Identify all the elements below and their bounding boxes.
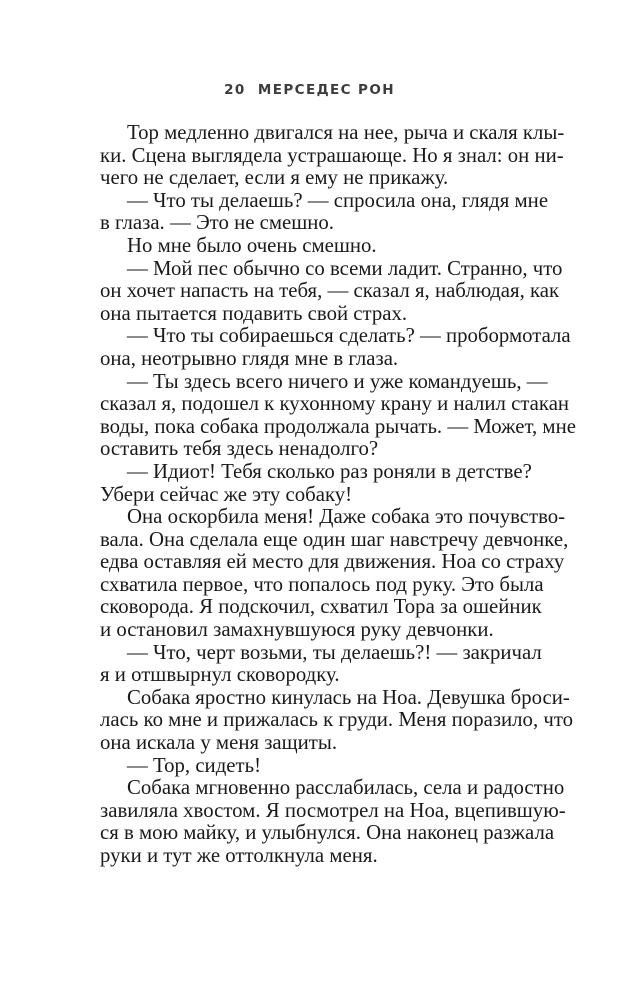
text-line: — Что ты собираешься сделать? — пробормотала <box>127 324 571 348</box>
text-line: Собака мгновенно расслабилась, села и радостно <box>127 776 565 800</box>
text-line: я и отшвырнул сковородку. <box>100 663 340 687</box>
text-line: схватила первое, что попалось под руку. Это была <box>100 572 544 596</box>
text-line: — Тор, сидеть! <box>127 753 262 777</box>
text-line: едва оставляя ей место для движения. Ноа со страху <box>100 550 565 574</box>
text-line: — Что ты делаешь? — спросила она, глядя мне <box>127 188 549 212</box>
text-line: — Идиот! Тебя сколько раз роняли в детстве? <box>127 459 532 483</box>
text-line: ки. Сцена выглядела устрашающе. Но я знал: он ни- <box>100 143 564 167</box>
text-line: Тор медленно двигался на нее, рыча и скаля клы- <box>127 121 565 144</box>
text-line: вала. Она сделала еще один шаг навстречу девчонке, <box>100 527 569 551</box>
text-line: она пытается подавить свой страх. <box>100 301 408 325</box>
text-line: — Что, черт возьми, ты делаешь?! — закричал <box>127 640 542 664</box>
text-line: сковорода. Я подскочил, схватил Тора за ошейник <box>100 595 542 619</box>
text-line: она, неотрывно глядя мне в глаза. <box>100 346 399 370</box>
text-line: Собака яростно кинулась на Ноа. Девушка броси- <box>127 685 570 709</box>
text-line: лась ко мне и прижалась к груди. Меня поразило, что <box>100 708 574 732</box>
text-line: ся в мою майку, и улыбнулся. Она наконец разжала <box>100 821 555 845</box>
page-number: 20 <box>224 82 246 98</box>
text-line: руки и тут же оттолкнула меня. <box>100 844 378 867</box>
text-line: он хочет напасть на тебя, — сказал я, наблюдая, как <box>100 279 560 303</box>
text-line: и остановил замахнувшуюся руку девчонки. <box>100 618 494 642</box>
text-line: воды, пока собака продолжала рычать. — Может, мне <box>100 414 576 438</box>
body-text <box>100 121 576 868</box>
running-header <box>0 82 619 98</box>
text-line: Убери сейчас же эту собаку! <box>100 482 353 506</box>
text-line: сказал я, подошел к кухонному крану и налил стакан <box>100 392 570 416</box>
text-line: оставить тебя здесь ненадолго? <box>100 437 379 461</box>
text-line: Она оскорбила меня! Даже собака это почувство- <box>127 505 566 529</box>
text-line: Но мне было очень смешно. <box>127 233 377 257</box>
text-line: в глаза. — Это не смешно. <box>100 211 335 235</box>
text-line: она искала у меня защиты. <box>100 731 338 755</box>
text-line: завиляла хвостом. Я посмотрел на Ноа, вцепившую- <box>100 798 566 822</box>
author-name: МЕРСЕДЕС РОН <box>257 82 395 98</box>
text-line: чего не сделает, если я ему не прикажу. <box>100 166 449 190</box>
text-line: — Ты здесь всего ничего и уже командуешь, — <box>127 369 548 393</box>
text-line: — Мой пес обычно со всеми ладит. Странно, что <box>127 256 563 280</box>
